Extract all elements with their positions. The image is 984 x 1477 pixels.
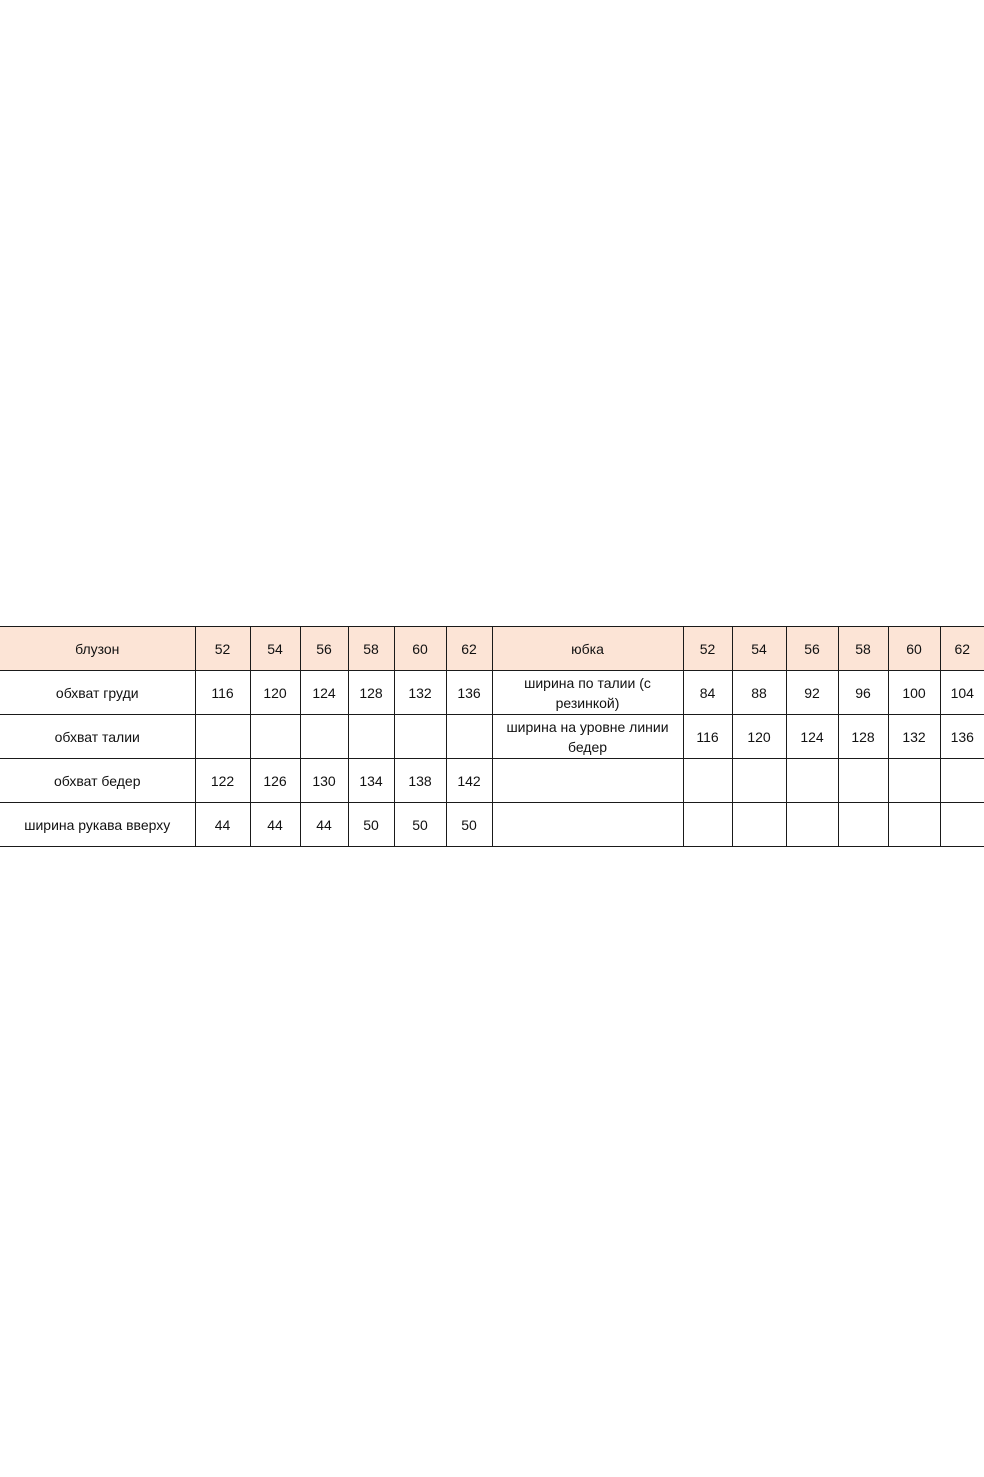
skirt-value-cell (732, 759, 786, 803)
skirt-value-cell: 96 (838, 671, 888, 715)
blouse-size-header: 58 (348, 627, 394, 671)
blouse-size-header: 56 (300, 627, 348, 671)
skirt-value-cell: 100 (888, 671, 940, 715)
blouse-value-cell: 130 (300, 759, 348, 803)
skirt-value-cell: 92 (786, 671, 838, 715)
skirt-value-cell (732, 803, 786, 847)
skirt-measure-label (492, 759, 683, 803)
blouse-value-cell: 126 (250, 759, 300, 803)
blouse-value-cell (446, 715, 492, 759)
skirt-value-cell: 132 (888, 715, 940, 759)
blouse-value-cell (195, 715, 250, 759)
skirt-value-cell: 116 (683, 715, 732, 759)
blouse-size-header: 62 (446, 627, 492, 671)
blouse-size-header: 60 (394, 627, 446, 671)
skirt-size-header: 62 (940, 627, 984, 671)
blouse-value-cell: 120 (250, 671, 300, 715)
blouse-value-cell: 122 (195, 759, 250, 803)
skirt-value-cell: 104 (940, 671, 984, 715)
skirt-value-cell (683, 803, 732, 847)
blouse-size-header: 52 (195, 627, 250, 671)
skirt-value-cell: 124 (786, 715, 838, 759)
blouse-header-label: блузон (0, 627, 195, 671)
blouse-value-cell: 142 (446, 759, 492, 803)
skirt-measure-label: ширина на уровне линии бедер (492, 715, 683, 759)
blouse-value-cell: 136 (446, 671, 492, 715)
skirt-value-cell: 120 (732, 715, 786, 759)
blouse-value-cell: 116 (195, 671, 250, 715)
blouse-measure-label: обхват бедер (0, 759, 195, 803)
size-chart-table (0, 626, 984, 847)
table-header-row (0, 627, 984, 671)
blouse-value-cell: 138 (394, 759, 446, 803)
blouse-measure-label: ширина рукава вверху (0, 803, 195, 847)
skirt-value-cell (888, 803, 940, 847)
skirt-value-cell (940, 803, 984, 847)
blouse-value-cell (250, 715, 300, 759)
skirt-value-cell: 88 (732, 671, 786, 715)
skirt-value-cell: 128 (838, 715, 888, 759)
skirt-size-header: 54 (732, 627, 786, 671)
skirt-value-cell (838, 759, 888, 803)
skirt-value-cell (786, 759, 838, 803)
blouse-value-cell: 44 (250, 803, 300, 847)
blouse-value-cell: 124 (300, 671, 348, 715)
blouse-value-cell (300, 715, 348, 759)
skirt-size-header: 58 (838, 627, 888, 671)
skirt-value-cell (786, 803, 838, 847)
blouse-measure-label: обхват груди (0, 671, 195, 715)
blouse-value-cell: 132 (394, 671, 446, 715)
blouse-value-cell: 134 (348, 759, 394, 803)
blouse-value-cell: 44 (195, 803, 250, 847)
skirt-header-label: юбка (492, 627, 683, 671)
skirt-size-header: 60 (888, 627, 940, 671)
blouse-value-cell: 128 (348, 671, 394, 715)
table-row (0, 715, 984, 759)
skirt-size-header: 56 (786, 627, 838, 671)
skirt-measure-label (492, 803, 683, 847)
skirt-value-cell (683, 759, 732, 803)
skirt-value-cell (888, 759, 940, 803)
table-row (0, 671, 984, 715)
blouse-value-cell (394, 715, 446, 759)
skirt-value-cell: 84 (683, 671, 732, 715)
blouse-value-cell (348, 715, 394, 759)
blouse-measure-label: обхват талии (0, 715, 195, 759)
skirt-value-cell (940, 759, 984, 803)
blouse-value-cell: 50 (446, 803, 492, 847)
skirt-measure-label: ширина по талии (с резинкой) (492, 671, 683, 715)
skirt-value-cell (838, 803, 888, 847)
blouse-value-cell: 50 (348, 803, 394, 847)
blouse-value-cell: 50 (394, 803, 446, 847)
skirt-size-header: 52 (683, 627, 732, 671)
skirt-value-cell: 136 (940, 715, 984, 759)
blouse-size-header: 54 (250, 627, 300, 671)
table-row (0, 759, 984, 803)
blouse-value-cell: 44 (300, 803, 348, 847)
table-row (0, 803, 984, 847)
